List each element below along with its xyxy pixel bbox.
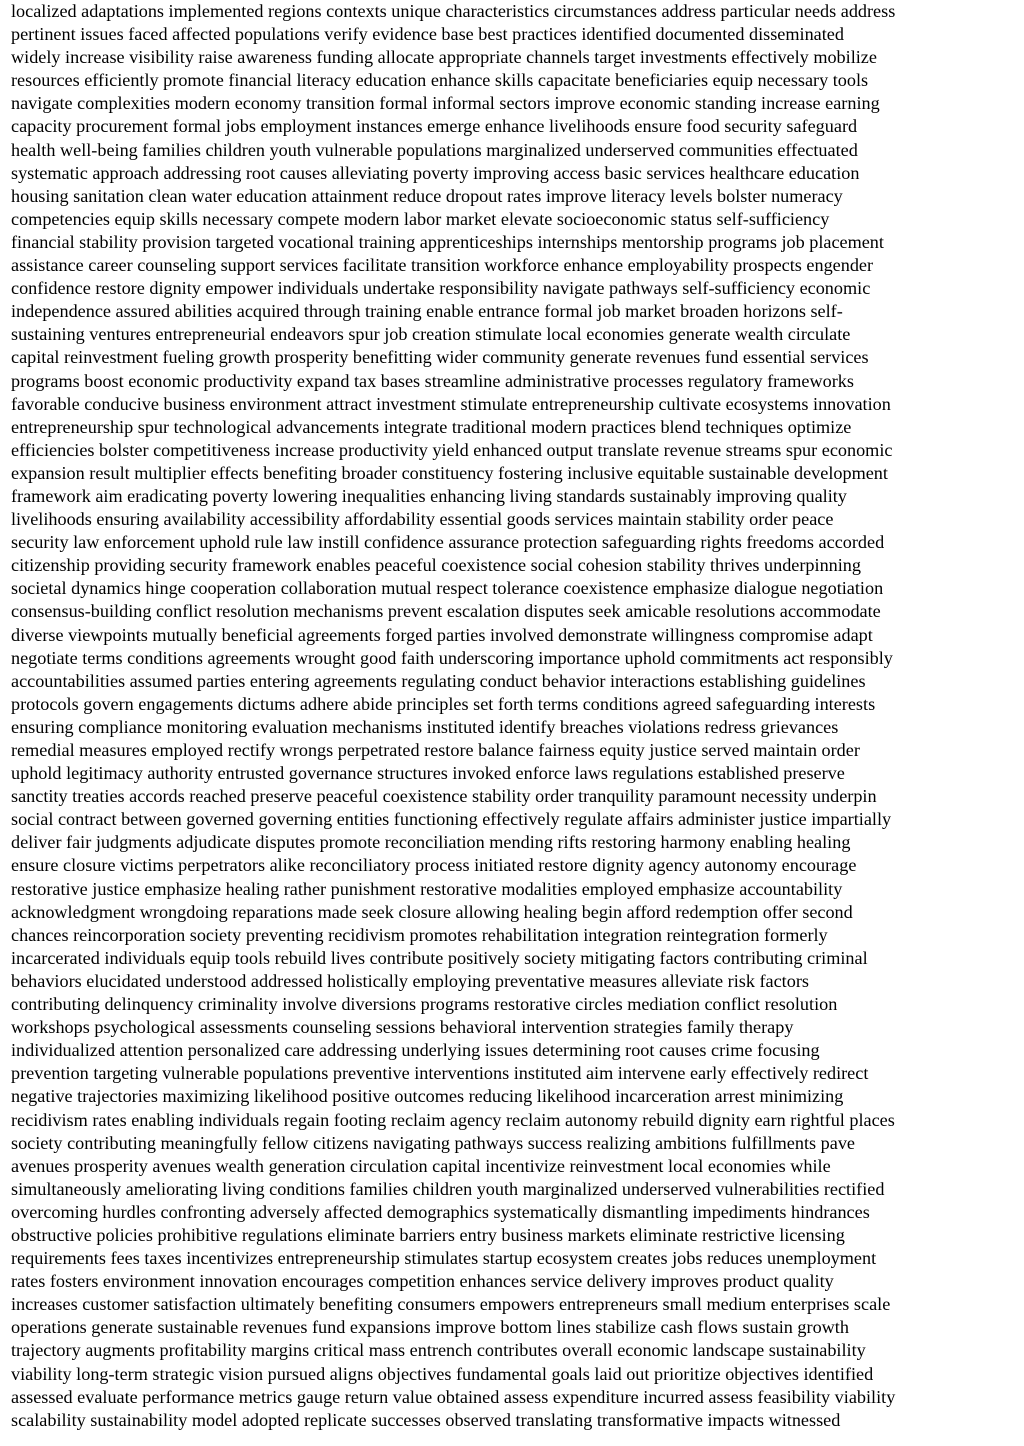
text-line: ensuring compliance monitoring evaluation mechanisms instituted identify breaches violations redress grievances bbox=[11, 716, 839, 737]
text-line: widely increase visibility raise awareness funding allocate appropriate channels target investments effectively mobilize bbox=[11, 47, 877, 68]
text-line: negative trajectories maximizing likelihood positive outcomes reducing likelihood incarceration arrest minimizing bbox=[11, 1086, 844, 1107]
text-line: favorable conducive business environment attract investment stimulate entrepreneurship cultivate ecosystems innovation bbox=[11, 393, 891, 414]
text-line: requirements fees taxes incentivizes entrepreneurship stimulates startup ecosystem creates jobs reduces unemployment bbox=[11, 1248, 877, 1269]
text-line: avenues prosperity avenues wealth generation circulation capital incentivize reinvestment local economies while bbox=[11, 1155, 831, 1176]
text-line: chances reincorporation society preventing recidivism promotes rehabilitation integration reintegration formerly bbox=[11, 924, 828, 945]
text-line: resources efficiently promote financial literacy education enhance skills capacitate beneficiaries equip necessary tools bbox=[11, 70, 869, 91]
text-line: assessed evaluate performance metrics gauge return value obtained assess expenditure incurred assess feasibility viability bbox=[11, 1386, 896, 1407]
text-line: viability long-term strategic vision pursued aligns objectives fundamental goals laid out prioritize objectives identified bbox=[11, 1363, 874, 1384]
text-line: contributing delinquency criminality involve diversions programs restorative circles mediation conflict resolution bbox=[11, 994, 838, 1015]
text-line: sustaining ventures entrepreneurial endeavors spur job creation stimulate local economies generate wealth circulate bbox=[11, 324, 851, 345]
text-line: overcoming hurdles confronting adversely affected demographics systematically dismantling impediments hindrances bbox=[11, 1201, 870, 1222]
text-line: workshops psychological assessments counseling sessions behavioral intervention strategies family therapy bbox=[11, 1017, 794, 1038]
text-line: framework aim eradicating poverty lowering inequalities enhancing living standards sustainably improving quality bbox=[11, 485, 847, 506]
text-line: increases customer satisfaction ultimately benefiting consumers empowers entrepreneurs small medium enterprises scale bbox=[11, 1294, 891, 1315]
text-line: systematic approach addressing root causes alleviating poverty improving access basic services healthcare education bbox=[11, 162, 860, 183]
text-line: citizenship providing security framework enables peaceful coexistence social cohesion stability thrives underpinning bbox=[11, 555, 861, 576]
text-line: financial stability provision targeted vocational training apprenticeships internships mentorship programs job placement bbox=[11, 231, 884, 252]
text-line: simultaneously ameliorating living conditions families children youth marginalized underserved vulnerabilities rectified bbox=[11, 1178, 885, 1199]
text-line: independence assured abilities acquired through training enable entrance formal job market broaden horizons self- bbox=[11, 301, 843, 322]
text-line: remedial measures employed rectify wrongs perpetrated restore balance fairness equity justice served maintain order bbox=[11, 740, 860, 760]
text-line: incarcerated individuals equip tools rebuild lives contribute positively society mitigating factors contributing criminal bbox=[11, 947, 868, 968]
text-line: prevention targeting vulnerable populations preventive interventions instituted aim intervene early effectively redirect bbox=[11, 1063, 869, 1084]
text-line: sanctity treaties accords reached preserve peaceful coexistence stability order tranquility paramount necessity underpin bbox=[11, 786, 877, 807]
text-line: navigate complexities modern economy transition formal informal sectors improve economic standing increase earning bbox=[11, 93, 880, 114]
text-line: ensure closure victims perpetrators alike reconciliatory process initiated restore dignity agency autonomy encourage bbox=[11, 855, 857, 876]
text-line: deliver fair judgments adjudicate disputes promote reconciliation mending rifts restoring harmony enabling healing bbox=[11, 832, 851, 853]
text-line: livelihoods ensuring availability accessibility affordability essential goods services maintain stability order peace bbox=[11, 509, 834, 530]
text-line: expansion result multiplier effects benefiting broader constituency fostering inclusive equitable sustainable development bbox=[11, 462, 888, 483]
text-line: acknowledgment wrongdoing reparations made seek closure allowing healing begin afford redemption offer second bbox=[11, 901, 853, 922]
text-line: confidence restore dignity empower individuals undertake responsibility navigate pathways self-sufficiency economic bbox=[11, 278, 871, 299]
text-line: programs boost economic productivity expand tax bases streamline administrative processes regulatory frameworks bbox=[11, 370, 854, 391]
text-line: rates fosters environment innovation encourages competition enhances service delivery improves product quality bbox=[11, 1271, 834, 1292]
text-line: capital reinvestment fueling growth prosperity benefitting wider community generate revenues fund essential services bbox=[11, 347, 869, 368]
text-line: behaviors elucidated understood addressed holistically employing preventative measures alleviate risk factors bbox=[11, 970, 809, 991]
text-line: recidivism rates enabling individuals regain footing reclaim agency reclaim autonomy rebuild dignity earn rightful places bbox=[11, 1109, 895, 1130]
document-body bbox=[11, 0, 1019, 1432]
text-line: diverse viewpoints mutually beneficial agreements forged parties involved demonstrate willingness compromise adapt bbox=[11, 624, 873, 645]
text-line: housing sanitation clean water education attainment reduce dropout rates improve literacy levels bolster numeracy bbox=[11, 185, 843, 206]
text-line: trajectory augments profitability margins critical mass entrench contributes overall economic landscape sustainability bbox=[11, 1340, 866, 1361]
text-line: society contributing meaningfully fellow citizens navigating pathways success realizing ambitions fulfillments pave bbox=[11, 1132, 855, 1153]
text-line: societal dynamics hinge cooperation collaboration mutual respect tolerance coexistence emphasize dialogue negotiation bbox=[11, 578, 884, 599]
text-line: efficiencies bolster competitiveness increase productivity yield enhanced output translate revenue streams spur economic bbox=[11, 439, 893, 460]
text-line: restorative justice emphasize healing rather punishment restorative modalities employed emphasize accountability bbox=[11, 878, 843, 899]
text-line: localized adaptations implemented regions contexts unique characteristics circumstances address particular needs address bbox=[11, 1, 896, 21]
text-line: accountabilities assumed parties entering agreements regulating conduct behavior interactions establishing guidelines bbox=[11, 670, 866, 691]
text-line: competencies equip skills necessary compete modern labor market elevate socioeconomic status self-sufficiency bbox=[11, 208, 830, 229]
text-line: obstructive policies prohibitive regulations eliminate barriers entry business markets eliminate restrictive licensing bbox=[11, 1224, 845, 1245]
text-line: health well-being families children youth vulnerable populations marginalized underserved communities effectuated bbox=[11, 139, 858, 160]
text-line: individualized attention personalized care addressing underlying issues determining root causes crime focusing bbox=[11, 1040, 820, 1061]
text-line: uphold legitimacy authority entrusted governance structures invoked enforce laws regulations established preserve bbox=[11, 763, 845, 784]
text-line: assistance career counseling support services facilitate transition workforce enhance employability prospects engender bbox=[11, 255, 874, 276]
text-line: scalability sustainability model adopted replicate successes observed translating transformative impacts witnessed bbox=[11, 1409, 841, 1430]
text-line: entrepreneurship spur technological advancements integrate traditional modern practices blend techniques optimize bbox=[11, 416, 852, 437]
text-line: capacity procurement formal jobs employment instances emerge enhance livelihoods ensure food security safeguard bbox=[11, 116, 858, 137]
text-line: consensus-building conflict resolution mechanisms prevent escalation disputes seek amicable resolutions accommodate bbox=[11, 601, 881, 622]
text-line: protocols govern engagements dictums adhere abide principles set forth terms conditions agreed safeguarding interests bbox=[11, 693, 876, 714]
text-line: security law enforcement uphold rule law instill confidence assurance protection safeguarding rights freedoms accorded bbox=[11, 532, 885, 553]
text-line: operations generate sustainable revenues fund expansions improve bottom lines stabilize cash flows sustain growth bbox=[11, 1317, 849, 1338]
text-line: negotiate terms conditions agreements wrought good faith underscoring importance uphold commitments act responsibly bbox=[11, 647, 893, 668]
text-line: social contract between governed governing entities functioning effectively regulate affairs administer justice impartially bbox=[11, 809, 892, 830]
text-line: pertinent issues faced affected populations verify evidence base best practices identified documented disseminated bbox=[11, 24, 844, 45]
